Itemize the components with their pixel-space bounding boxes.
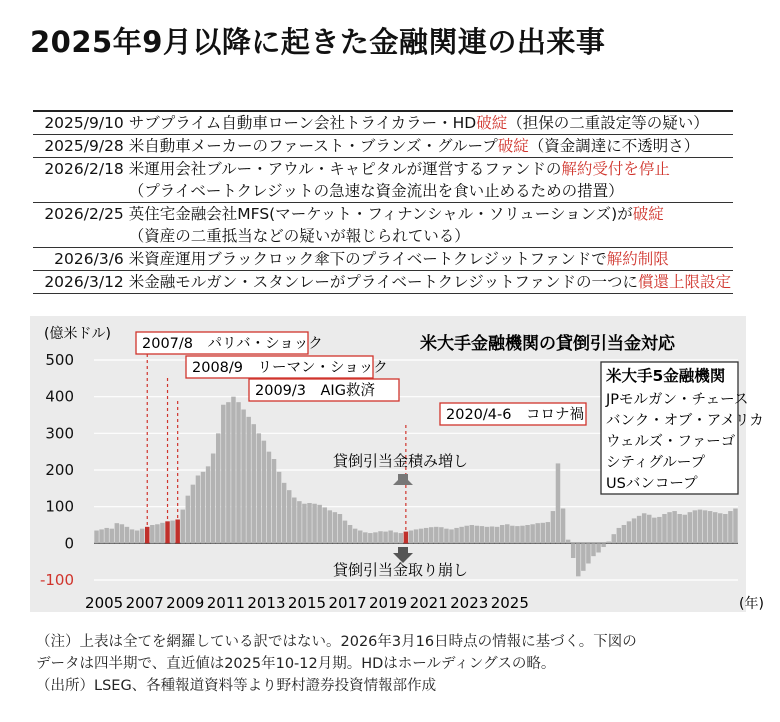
bar [419, 529, 423, 544]
bar [307, 503, 311, 543]
bar [535, 523, 539, 543]
bar [201, 472, 205, 544]
bar [444, 529, 448, 544]
y-tick-label: 500 [45, 351, 74, 369]
event-text: 米金融モルガン・スタンレーがプライベートクレジットファンドの一つに [128, 273, 638, 291]
bar [221, 405, 225, 544]
event-text: 米運用会社ブルー・アウル・キャピタルが運営するファンドの [128, 160, 562, 178]
bar [191, 485, 195, 544]
bar [627, 521, 631, 543]
bar [94, 531, 98, 544]
y-tick-label: 200 [45, 461, 74, 479]
bar [317, 505, 321, 544]
y-tick-label: 0 [64, 534, 74, 553]
y-tick-label: 300 [45, 424, 74, 443]
x-axis-unit: (年) [739, 596, 764, 612]
bar [236, 402, 240, 543]
event-description [127, 111, 733, 135]
event-text: サブプライム自動車ローン会社トライカラー・HD [128, 114, 477, 132]
bar [698, 510, 702, 544]
bar [667, 512, 671, 543]
bar [657, 517, 661, 543]
bar [561, 509, 565, 544]
legend-item: ウェルズ・ファーゴ [606, 434, 736, 450]
bar [155, 524, 159, 543]
annotation-decrease: 貸倒引当金取り崩し [333, 561, 469, 579]
y-tick-label: 400 [45, 387, 74, 406]
bar [99, 529, 103, 543]
bar [586, 543, 590, 563]
bar [475, 526, 479, 544]
y-tick-label: 100 [45, 497, 74, 516]
note-line: （注）上表は全てを網羅している訳ではない。2026年3月16日時点の情報に基づく。下図の [36, 634, 637, 650]
event-highlight: 破綻 [497, 137, 529, 155]
bar [622, 525, 626, 543]
highlight-bar [175, 520, 179, 544]
y-axis-label: (億米ドル) [44, 326, 111, 342]
bar [104, 528, 108, 543]
bar [312, 504, 316, 544]
bar [150, 525, 154, 543]
x-tick-label: 2005 [85, 594, 124, 612]
bar [601, 543, 605, 547]
bar [495, 527, 499, 544]
bar [510, 526, 514, 544]
bar [292, 498, 296, 544]
bar [647, 515, 651, 544]
bar [383, 532, 387, 544]
event-row [33, 271, 733, 294]
bar [211, 454, 215, 544]
bar [282, 483, 286, 544]
event-callout-label: 2007/8 パリバ・ショック [142, 336, 323, 352]
bar [241, 410, 245, 544]
event-text: （担保の二重設定等の疑い） [507, 114, 709, 132]
bar [515, 526, 519, 543]
bar [343, 521, 347, 544]
bar [490, 526, 494, 543]
note-line: データは四半期で、直近値は2025年10-12月期。HDはホールディングスの略。 [36, 656, 556, 672]
event-row [33, 248, 733, 271]
event-row [33, 158, 733, 181]
bar [125, 527, 129, 544]
event-date: 2025/9/28 [44, 137, 124, 155]
bar [277, 472, 281, 544]
event-highlight: 解約受付を停止 [561, 160, 670, 178]
bar [358, 531, 362, 544]
x-tick-label: 2007 [125, 594, 164, 612]
event-date: 2026/3/12 [44, 273, 124, 291]
x-tick-label: 2013 [247, 594, 286, 612]
legend-item: JPモルガン・チェース [606, 392, 749, 408]
event-description [127, 180, 733, 203]
bar [470, 525, 474, 543]
bar [262, 441, 266, 544]
notes [36, 631, 637, 697]
bar [485, 527, 489, 544]
bar [454, 528, 458, 543]
bar [196, 476, 200, 544]
event-description [127, 248, 733, 271]
x-tick-label: 2017 [328, 594, 367, 612]
event-highlight: 破綻 [476, 114, 508, 132]
bar [556, 463, 560, 543]
y-tick-label: -100 [39, 571, 74, 589]
event-row [33, 225, 733, 248]
event-date: 2026/3/6 [54, 250, 124, 268]
provision-chart [0, 316, 780, 616]
bar [206, 466, 210, 543]
bar [677, 514, 681, 543]
bar [110, 529, 114, 544]
bar [272, 459, 276, 543]
event-date: 2026/2/18 [44, 160, 124, 178]
bar [723, 514, 727, 543]
x-tick-label: 2015 [287, 594, 327, 612]
event-description [127, 203, 733, 226]
event-text: 米自動車メーカーのファースト・ブランズ・グループ [128, 137, 498, 155]
bar [160, 523, 164, 544]
bar [439, 527, 443, 543]
x-tick-label: 2011 [206, 594, 245, 612]
bar [688, 512, 692, 543]
bar [429, 527, 433, 543]
bar [414, 529, 418, 543]
bar [464, 526, 468, 544]
event-highlight: 破綻 [632, 205, 664, 223]
bar [267, 452, 271, 544]
bar [541, 523, 545, 544]
bar [434, 527, 438, 544]
legend-title: 米大手5金融機関 [606, 367, 726, 385]
bar [520, 526, 524, 544]
x-tick-label: 2023 [450, 594, 489, 612]
x-tick-label: 2021 [409, 594, 448, 612]
bar [596, 543, 600, 552]
bar [591, 543, 595, 556]
bar [170, 521, 174, 544]
bar [393, 532, 397, 543]
bar [606, 542, 610, 544]
bar [130, 529, 134, 543]
bar [505, 524, 509, 543]
event-description [127, 271, 733, 294]
bar [257, 433, 261, 543]
legend-item: USバンコープ [606, 476, 698, 492]
legend-item: シティグループ [606, 455, 706, 471]
bar [363, 532, 367, 543]
event-text: 米資産運用ブラックロック傘下のプライベートクレジットファンドで [128, 250, 607, 268]
event-text: （プライベートクレジットの急速な資金流出を食い止めるための措置） [128, 182, 624, 200]
bar [642, 513, 646, 543]
bar [322, 507, 326, 543]
bar [683, 515, 687, 544]
event-row [33, 203, 733, 226]
bar [348, 525, 352, 543]
bar [571, 543, 575, 558]
event-date: 2025/9/10 [44, 114, 124, 132]
bar [231, 397, 235, 544]
bar [551, 511, 555, 543]
bar [115, 523, 119, 543]
legend-item: バンク・オブ・アメリカ [606, 413, 764, 429]
event-callout-label: 2020/4-6 コロナ禍 [446, 407, 584, 423]
highlight-bar [145, 527, 149, 544]
bar [662, 514, 666, 543]
bar [728, 511, 732, 543]
bar [388, 531, 392, 544]
bar [135, 531, 139, 544]
event-row [33, 111, 733, 135]
annotation-increase: 貸倒引当金積み増し [333, 452, 469, 470]
bar [652, 518, 656, 544]
event-row [33, 135, 733, 158]
bar [546, 522, 550, 543]
bar [733, 509, 737, 544]
event-description [127, 158, 733, 181]
bar [353, 529, 357, 544]
event-text: （資産の二重抵当などの疑いが報じられている） [128, 227, 470, 245]
bar [693, 510, 697, 543]
bar [333, 512, 337, 543]
bar [449, 529, 453, 543]
bar [399, 533, 403, 543]
bar [328, 510, 332, 543]
bar [612, 534, 616, 543]
chart-title: 米大手金融機関の貸倒引当金対応 [420, 334, 675, 354]
bar [459, 527, 463, 544]
event-callout-label: 2009/3 AIG救済 [255, 383, 375, 399]
bar [500, 525, 504, 543]
bar [297, 501, 301, 543]
bar [703, 510, 707, 543]
bar [718, 513, 722, 543]
event-row [33, 180, 733, 203]
bar [287, 490, 291, 543]
note-line: （出所）LSEG、各種報道資料等より野村證券投資情報部作成 [36, 678, 437, 694]
page-title: 2025年9月以降に起きた金融関連の出来事 [30, 25, 606, 59]
event-description [127, 135, 733, 158]
bar [525, 525, 529, 543]
events-table [33, 110, 733, 294]
bar [713, 512, 717, 543]
bar [120, 524, 124, 543]
bar [373, 532, 377, 543]
highlight-bar [165, 521, 169, 543]
bar [576, 543, 580, 576]
bar [637, 516, 641, 544]
bar [424, 528, 428, 543]
bar [581, 543, 585, 571]
bar [186, 496, 190, 544]
event-date [33, 180, 127, 203]
event-text: 英住宅金融会社MFS(マーケット・フィナンシャル・ソリューションズ)が [128, 205, 633, 223]
bar [246, 417, 250, 544]
bar [368, 533, 372, 543]
x-tick-label: 2025 [490, 594, 529, 612]
x-tick-label: 2019 [369, 594, 408, 612]
bar [409, 531, 413, 544]
event-description [127, 225, 733, 248]
bar [566, 540, 570, 544]
event-highlight: 償還上限設定 [637, 273, 731, 291]
bar [251, 424, 255, 543]
bar [226, 402, 230, 543]
x-tick-label: 2009 [166, 594, 205, 612]
bar [338, 514, 342, 543]
bar [672, 511, 676, 543]
event-highlight: 解約制限 [606, 250, 669, 268]
event-date: 2026/2/25 [44, 205, 124, 223]
bar [708, 511, 712, 543]
event-date [33, 225, 127, 248]
bar [302, 504, 306, 544]
event-text: （資金調達に不透明さ） [528, 137, 700, 155]
bar [378, 531, 382, 543]
highlight-bar [404, 532, 408, 544]
event-callout-label: 2008/9 リーマン・ショック [192, 360, 388, 376]
bar [480, 526, 484, 543]
bar [530, 524, 534, 543]
bar [617, 528, 621, 543]
bar [181, 510, 185, 544]
bar [140, 529, 144, 544]
bar [216, 433, 220, 543]
bar [632, 518, 636, 543]
